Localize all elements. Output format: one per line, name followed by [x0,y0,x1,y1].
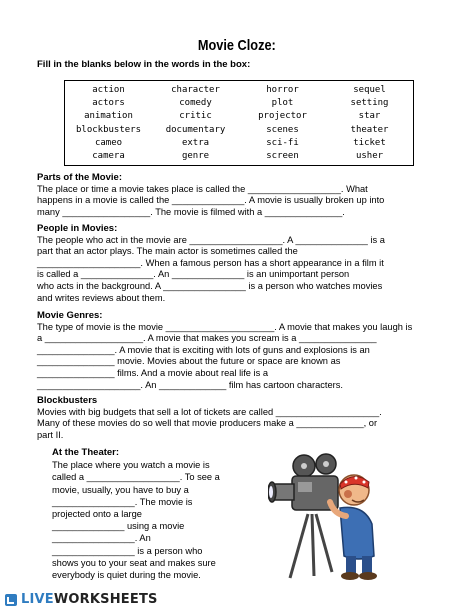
section-heading: Blockbusters [37,395,98,406]
brand-name-part1: LIVE [21,592,54,607]
word-bank-item: cameo [94,137,123,148]
section-line: Movies with big budgets that sell a lot of tickets are called ____________________. [37,406,382,417]
brand-name-part2: WORKSHEETS [53,592,158,607]
word-bank-item: sequel [353,85,386,95]
word-bank-item: actors [92,98,125,109]
section-line: The place where you watch a movie is [52,460,210,471]
section-line: _______________ movie. Movies about the future or space are known as [37,356,341,367]
page-title: Movie Cloze: [198,37,276,54]
cameraman-illustration [268,452,386,580]
word-bank-box [64,80,414,166]
section-line: who acts in the background. A ________________ is a person who watches movies [37,280,383,291]
word-bank-item: projector [258,111,307,122]
section-line: ____________________. When a famous person has a short appearance in a film it [37,257,384,268]
section-line: _______________. A movie that is exciting with lots of guns and explosions is an [37,344,370,355]
section-line: ______________ using a movie [52,521,185,532]
section-line: ________________. The movie is [52,496,193,507]
section-movie-genres [37,310,437,391]
word-bank-item: ticket [353,137,386,148]
word-bank-grid [65,84,413,163]
section-line: Many of these movies do so well that movie producers make a _____________, or [37,418,378,429]
section-at-the-theater [52,447,258,581]
footer-brand [0,589,474,611]
word-bank-item: critic [179,111,212,122]
section-heading: People in Movies: [37,223,118,234]
section-line: The place or time a movie takes place is called the __________________. What [37,183,368,194]
section-blockbusters [37,395,437,441]
section-parts-of-movie [37,172,437,218]
section-line: projected onto a large [52,509,142,520]
word-bank-item: blockbusters [75,124,142,135]
word-bank-item: theater [350,124,389,135]
section-line: part II. [37,429,64,440]
word-bank-item: camera [92,150,125,161]
section-line: ____________________. An _____________ film has cartoon characters. [37,379,344,390]
section-line: a ___________________. A movie that makes you scream is a _______________ [37,333,377,344]
word-bank-item: genre [181,150,210,161]
section-line: ________________. An [52,533,151,544]
word-bank-item: documentary [165,124,226,135]
word-bank-item: screen [266,150,299,161]
word-bank-item: horror [266,85,299,95]
word-bank-item: action [92,85,125,95]
section-line: is called a ______________. An ______________ is an unimportant person [37,269,350,280]
word-bank-item: comedy [179,98,212,109]
section-people-in-movies [37,223,437,304]
section-line: The type of movie is the movie _____________________. A movie that makes you laugh is [37,321,413,332]
word-bank-item: sci-fi [266,137,299,148]
section-heading: At the Theater: [52,447,120,458]
section-line: part that an actor plays. The main actor is sometimes called the [37,246,298,257]
word-bank-item: extra [181,137,210,148]
section-line: The people who act in the movie are __________________. A ______________ is a [37,234,385,245]
word-bank-item: character [171,85,220,95]
instructions: Fill in the blanks below in the words in the box: [37,59,251,70]
section-line: shows you to your seat and makes sure [52,557,216,568]
word-bank-item: animation [84,111,133,122]
word-bank-item: plot [271,98,294,109]
brand-name[interactable] [21,592,158,607]
liveworksheets-logo-icon [4,593,18,607]
word-bank-item: star [358,111,381,122]
word-bank-item: setting [350,98,389,109]
section-line: ________________ is a person who [52,545,203,556]
word-bank-item: scenes [266,124,299,135]
word-bank-item: usher [355,150,384,161]
section-line: called a __________________. To see a [52,472,220,483]
section-line: _______________ films. And a movie about real life is a [37,367,269,378]
section-heading: Parts of the Movie: [37,172,122,183]
section-heading: Movie Genres: [37,310,103,321]
section-line: and writes reviews about them. [37,292,166,303]
section-line: happens in a movie is called the ______________. A movie is usually broken up into [37,195,385,206]
section-line: movie, usually, you have to buy a [52,484,189,495]
section-line: many _________________. The movie is filmed with a _______________. [37,206,345,217]
section-line: everybody is quiet during the movie. [52,570,201,581]
